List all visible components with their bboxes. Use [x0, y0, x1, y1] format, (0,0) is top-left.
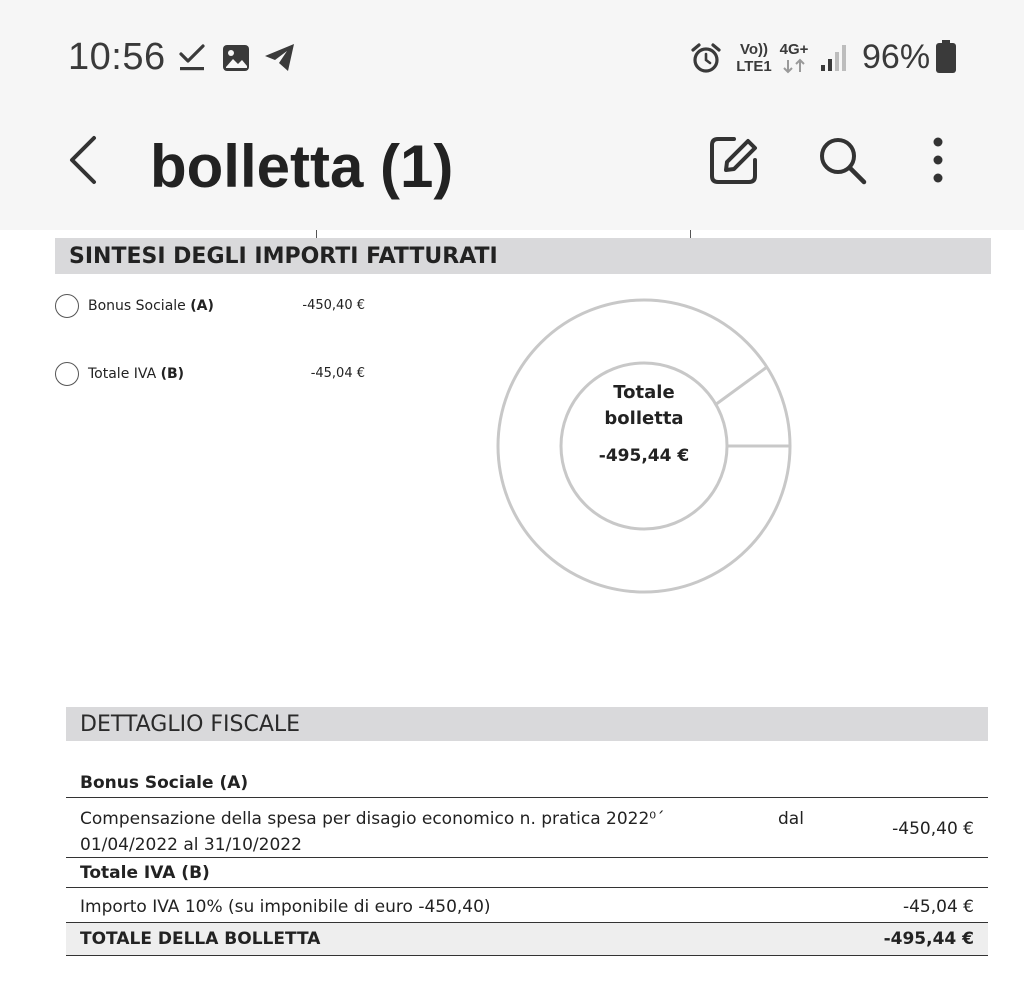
donut-title-line1: Totale [613, 382, 675, 403]
telegram-icon [264, 43, 296, 73]
lte-label: LTE1 [736, 58, 772, 75]
battery-icon [934, 40, 958, 74]
table-group-row: Totale IVA (B) [66, 858, 988, 888]
status-bar [0, 0, 1024, 110]
document-page[interactable] [0, 230, 1024, 990]
legend-marker [55, 362, 79, 386]
page-tick-mark [316, 230, 317, 238]
donut-title-line2: bolletta [604, 408, 684, 429]
alarm-icon [690, 42, 722, 74]
gallery-icon [222, 44, 250, 72]
fiscal-table [66, 768, 988, 956]
document-title: bolletta (1) [150, 133, 454, 200]
volte-label: Vo)) [739, 41, 769, 58]
network-type-label: 4G+ [779, 41, 809, 58]
row-amount: -45,04 € [902, 897, 974, 917]
dettaglio-header: DETTAGLIO FISCALE [66, 707, 988, 741]
signal-icon [820, 44, 848, 72]
legend-value: -450,40 € [302, 298, 365, 313]
table-row [66, 888, 988, 923]
edit-icon[interactable] [708, 134, 760, 186]
download-done-icon [178, 44, 206, 72]
more-vert-icon[interactable] [926, 134, 950, 186]
back-arrow-icon[interactable] [64, 134, 104, 186]
status-time: 10:56 [68, 36, 166, 78]
legend-item-totale-iva [55, 360, 365, 390]
table-row [66, 798, 988, 858]
legend-label: Totale IVA (B) [88, 366, 185, 382]
row-amount: -450,40 € [892, 819, 974, 839]
table-total-row [66, 923, 988, 956]
row-description-dal: dal [778, 809, 804, 829]
legend-label: Bonus Sociale (A) [88, 298, 214, 314]
legend-item-bonus-sociale [55, 292, 365, 322]
donut-total-value: -495,44 € [598, 446, 690, 466]
sintesi-header: SINTESI DEGLI IMPORTI FATTURATI [55, 238, 991, 274]
row-description: Importo IVA 10% (su imponibile di euro -450,40) [80, 897, 491, 917]
page-tick-mark [690, 230, 691, 238]
legend-value: -45,04 € [310, 366, 365, 381]
row-description: Compensazione della spesa per disagio economico n. pratica 2022⁰´ 01/04/2022 al 31/10/2022 [80, 809, 665, 855]
total-amount: -495,44 € [883, 929, 974, 949]
battery-percent: 96% [862, 38, 931, 76]
donut-center-label [560, 380, 728, 466]
legend-marker [55, 294, 79, 318]
total-label: TOTALE DELLA BOLLETTA [80, 929, 321, 949]
app-bar [0, 110, 1024, 230]
table-group-row: Bonus Sociale (A) [66, 768, 988, 798]
data-arrows-icon [782, 58, 806, 74]
search-icon[interactable] [816, 134, 868, 186]
